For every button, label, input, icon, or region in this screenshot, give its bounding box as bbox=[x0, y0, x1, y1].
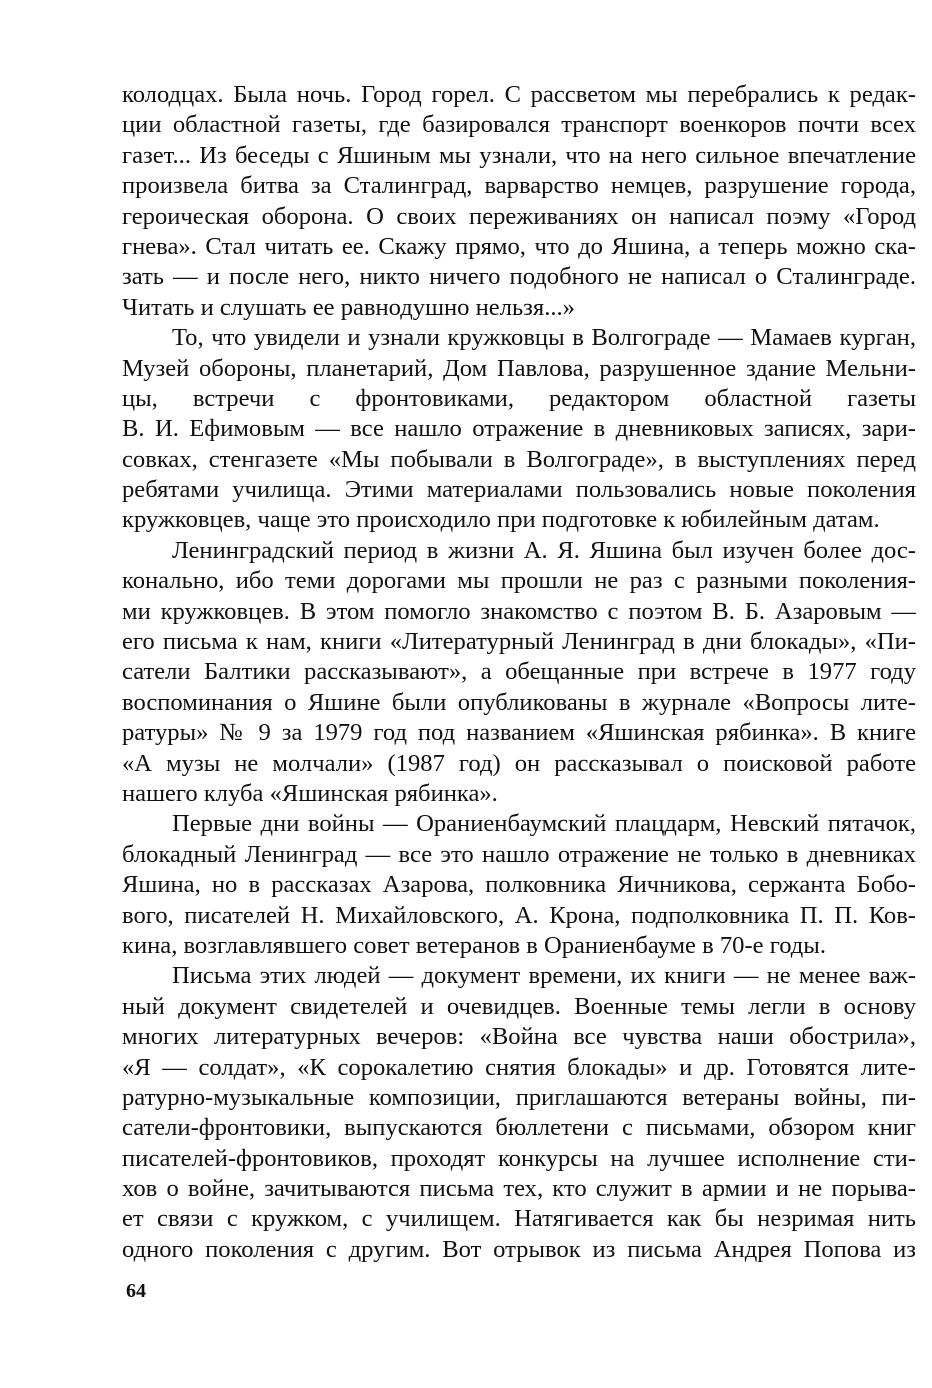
text-line: писателей-фронтовиков, проходят конкурсы на лучшее исполнение сти- bbox=[122, 1144, 916, 1172]
text-line: То, что увидели и узнали кружковцы в Волгограде — Мамаев курган, bbox=[172, 324, 916, 352]
text-line: ратурно-музыкальные композиции, приглашаются ветераны войны, пи- bbox=[122, 1083, 916, 1111]
text-line: Первые дни войны — Ораниенбаумский плацдарм, Невский пятачок, bbox=[172, 810, 916, 838]
text-line: газет... Из беседы с Яшиным мы узнали, что на него сильное впечатление bbox=[122, 141, 916, 169]
text-line: зать — и после него, никто ничего подобного не написал о Сталинграде. bbox=[122, 263, 916, 291]
text-line: вого, писателей Н. Михайловского, А. Крона, подполковника П. П. Ков- bbox=[122, 901, 916, 929]
text-line: его письма к нам, книги «Литературный Ленинград в дни блокады», «Пи- bbox=[122, 628, 916, 656]
text-line: В. И. Ефимовым — все нашло отражение в дневниковых записях, зари- bbox=[122, 415, 916, 443]
text-line: конально, ибо теми дорогами мы прошли не раз с разными поколения- bbox=[122, 567, 916, 595]
text-line: Читать и слушать ее равнодушно нельзя...» bbox=[122, 293, 575, 321]
body-text bbox=[122, 80, 916, 1265]
text-line: колодцах. Была ночь. Город горел. С рассветом мы перебрались к редак- bbox=[122, 81, 916, 108]
text-line: ции областной газеты, где базировался транспорт военкоров почти всех bbox=[122, 111, 916, 139]
text-line: Ленинградский период в жизни А. Я. Яшина был изучен более дос- bbox=[172, 536, 916, 564]
text-line: ратуры» № 9 за 1979 год под названием «Яшинская рябинка». В книге bbox=[122, 719, 916, 747]
text-line: хов о войне, зачитываются письма тех, кто служит в армии и не порыва- bbox=[122, 1175, 916, 1203]
text-line: ми кружковцев. В этом помогло знакомство с поэтом В. Б. Азаровым — bbox=[122, 597, 916, 625]
text-line: ет связи с кружком, с училищем. Натягивается как бы незримая нить bbox=[122, 1205, 916, 1233]
text-line: Музей обороны, планетарий, Дом Павлова, разрушенное здание Мельни- bbox=[122, 354, 916, 382]
text-line: кина, возглавлявшего совет ветеранов в Ораниенбауме в 70-е годы. bbox=[122, 931, 826, 959]
text-line: сатели-фронтовики, выпускаются бюллетени с письмами, обзором книг bbox=[122, 1114, 916, 1142]
text-line: воспоминания о Яшине были опубликованы в журнале «Вопросы лите- bbox=[122, 688, 916, 716]
text-line: совках, стенгазете «Мы побывали в Волгограде», в выступлениях перед bbox=[122, 445, 916, 473]
text-line: одного поколения с другим. Вот отрывок из письма Андрея Попова из bbox=[122, 1235, 916, 1263]
text-line: ребятами училища. Этими материалами пользовались новые поколения bbox=[122, 476, 916, 504]
text-line: кружковцев, чаще это происходило при подготовке к юбилейным датам. bbox=[122, 506, 880, 534]
text-line: нашего клуба «Яшинская рябинка». bbox=[122, 779, 498, 807]
text-line: блокадный Ленинград — все это нашло отражение не только в дневниках bbox=[122, 840, 916, 868]
text-line: цы, встречи с фронтовиками, редактором областной газеты bbox=[122, 384, 916, 412]
text-line: ный документ свидетелей и очевидцев. Военные темы легли в основу bbox=[122, 992, 916, 1020]
text-line: «Я — солдат», «К сорокалетию снятия блокады» и др. Готовятся лите- bbox=[122, 1053, 916, 1081]
text-line: гнева». Стал читать ее. Скажу прямо, что до Яшина, а теперь можно ска- bbox=[122, 232, 916, 260]
text-line: многих литературных вечеров: «Война все чувства наши обострила», bbox=[122, 1023, 916, 1051]
text-line: произвела битва за Сталинград, варварство немцев, разрушение города, bbox=[122, 172, 916, 200]
text-line: героическая оборона. О своих переживаниях он написал поэму «Город bbox=[122, 202, 916, 230]
text-line: сатели Балтики рассказывают», а обещанные при встрече в 1977 году bbox=[122, 658, 916, 686]
text-line: «А музы не молчали» (1987 год) он рассказывал о поисковой работе bbox=[122, 749, 916, 777]
page-number: 64 bbox=[126, 1280, 146, 1302]
text-line: Письма этих людей — документ времени, их книги — не менее важ- bbox=[172, 962, 916, 990]
text-line: Яшина, но в рассказах Азарова, полковника Яичникова, сержанта Бобо- bbox=[122, 871, 916, 899]
